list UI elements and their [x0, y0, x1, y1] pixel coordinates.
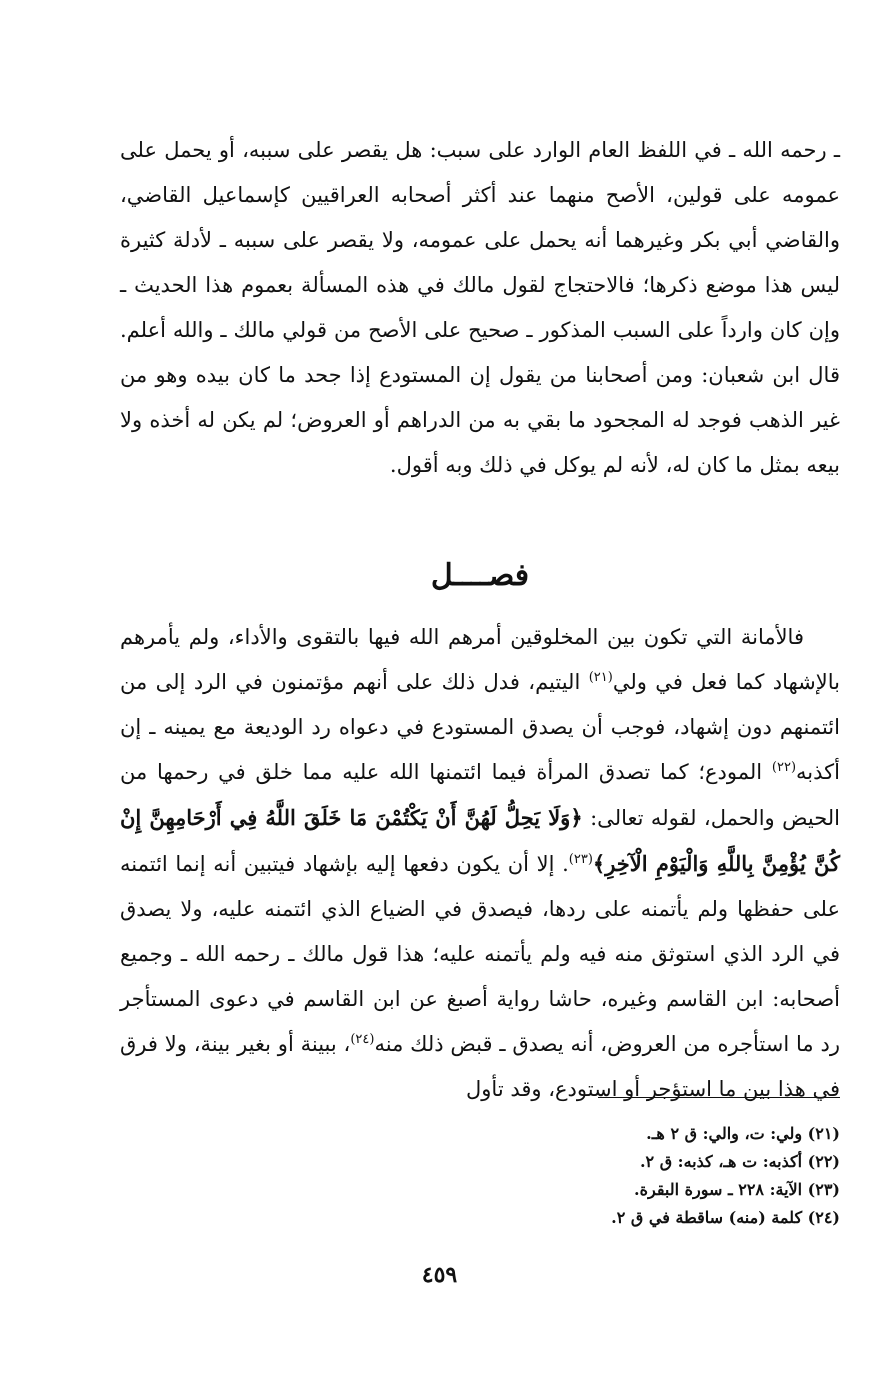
footnote-separator	[598, 1097, 840, 1098]
quran-verse: ﴿وَلَا يَحِلُّ لَهُنَّ أَنْ يَكْتُمْنَ مَا خَلَقَ اللَّهُ فِي أَرْحَامِهِنَّ إِنْ كُنَّ يُؤْمِنَّ بِاللَّهِ وَالْيَوْمِ الْآخِرِ﴾	[120, 805, 840, 876]
footnote-ref-23: (٢٣)	[568, 852, 593, 867]
footnote-24: (٢٤) كلمة (منه) ساقطة في ق ٢.	[611, 1208, 840, 1227]
intro-paragraph: ـ رحمه الله ـ في اللفظ العام الوارد على سبب: هل يقصر على سببه، أو يحمل على عمومه على قولين، الأصح منهما عند أكثر أصحابه العراقيين كإسماعيل القاضي، والقاضي أبي بكر وغيرهما أنه يحمل على عمومه، ولا يقصر على سببه ـ لأدلة كثيرة ليس هذا موضع ذكرها؛ فالاحتجاج لقول مالك في هذه المسألة بعموم هذا الحديث ـ وإن كان وارداً على السبب المذكور ـ صحيح على الأصح من قولي مالك ـ والله أعلم. قال ابن شعبان: ومن أصحابنا من يقول إن المستودع إذا جحد ما كان بيده وهو من غير الذهب فوجد له المجحود ما بقي به من الدراهم أو العروض؛ لم يكن له أخذه ولا بيعه بمثل ما كان له، لأنه لم يوكل في ذلك وبه أقول.	[120, 138, 840, 477]
main-text-part1: فالأمانة التي تكون بين المخلوقين أمرهم الله فيها بالتقوى والأداء، ولم يأمرهم بالإشهاد كما فعل في ولي	[120, 625, 840, 694]
footnote-23: (٢٣) الآية: ٢٢٨ ـ سورة البقرة.	[634, 1180, 840, 1199]
main-text-part2: اليتيم، فدل ذلك على أنهم مؤتمنون في الرد إلى من ائتمنهم دون إشهاد، فوجب أن يصدق المستودع في دعواه رد الوديعة مع يمينه ـ إن أكذبه	[120, 670, 841, 784]
footnote-22: (٢٢) أكذبه: ت هـ، كذبه: ق ٢.	[639, 1152, 840, 1171]
footnote-ref-22: (٢٢)	[771, 760, 797, 775]
page-body	[120, 128, 841, 1101]
footnote-ref-24: (٢٤)	[350, 1032, 375, 1047]
main-paragraph-text	[120, 615, 840, 1112]
footnote-ref-21: (٢١)	[588, 670, 613, 685]
footnote-21: (٢١) ولي: ت، والي: ق ٢ هـ.	[646, 1124, 840, 1143]
main-text-part5: ، ببينة أو بغير بينة، ولا فرق في هذا بين ما استؤجر أو استودع، وقد تأول	[120, 1032, 840, 1101]
main-text-part4: . إلا أن يكون دفعها إليه بإشهاد فيتبين أنه إنما ائتمنه على حفظها ولم يأتمنه على ردها، فيصدق في الضياع الذي ائتمنه عليه، ولا يصدق في الرد الذي استوثق منه فيه ولم يأتمنه عليه؛ هذا قول مالك ـ رحمه الله ـ وجميع أصحابه: ابن القاسم وغيره، حاشا رواية أصبغ عن ابن القاسم في دعوى المستأجر رد ما استأجره من العروض، أنه يصدق ـ قبض ذلك منه	[120, 852, 840, 1056]
page-number: ٤٥٩	[421, 1262, 458, 1288]
section-title: فصــــل	[430, 558, 530, 593]
footnotes	[440, 1120, 840, 1232]
main-paragraph	[120, 615, 841, 1101]
main-text-part3: المودع؛ كما تصدق المرأة فيما ائتمنها الله عليه مما خلق في رحمها من الحيض والحمل، لقوله تعالى:	[120, 760, 841, 830]
